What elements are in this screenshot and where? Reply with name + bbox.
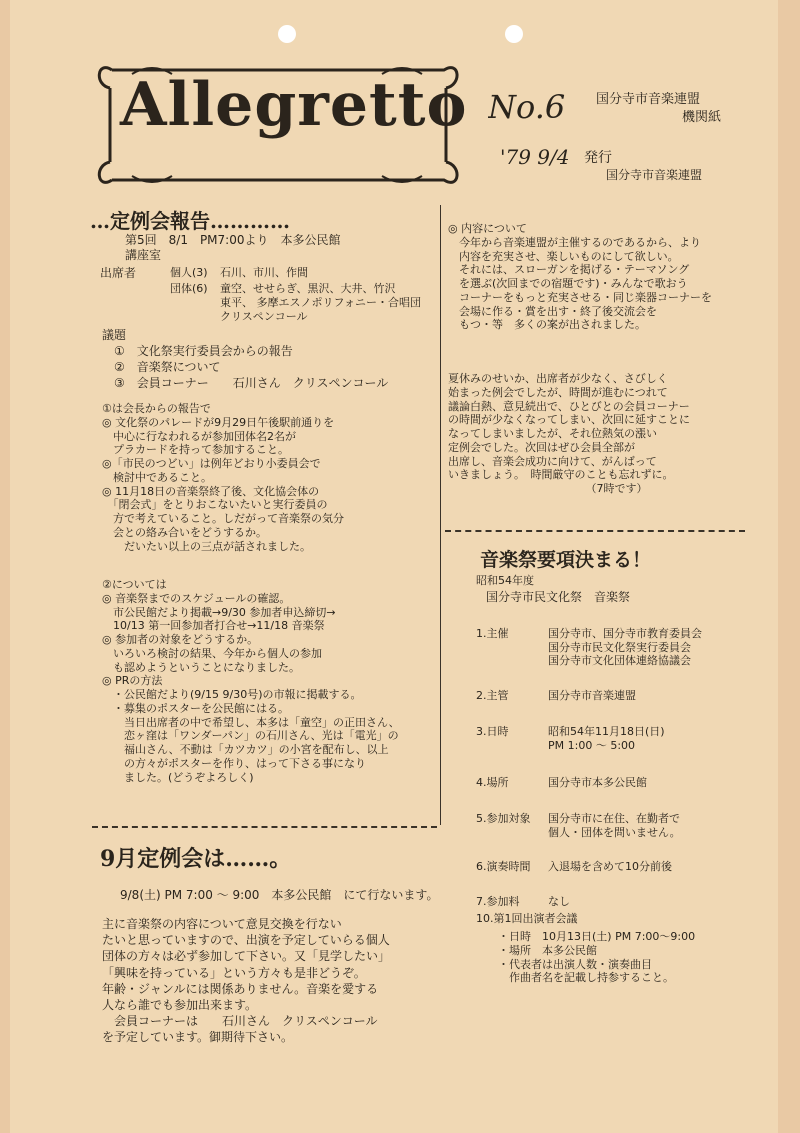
column-divider [440, 205, 441, 825]
september-heading: 9月定例会は……。 [100, 846, 292, 872]
agenda-item: ① 文化祭実行委員会からの報告 [114, 344, 293, 358]
agenda-label: 議題 [102, 328, 127, 342]
festival-row: 1.主催 国分寺市、国分寺市教育委員会 国分寺市民文化祭実行委員会 国分寺市文化団体連絡協議会 [476, 626, 702, 668]
binder-hole-right [505, 25, 523, 43]
performer-meeting: ・日時 10月13日(土) PM 7:00〜9:00 ・場所 本多公民館 ・代表者は出演人数・演奏曲目 作曲者名を記載し持参すること。 [498, 930, 696, 985]
meeting-note: 夏休みのせいか、出席者が少なく、さびしく 始まった例会でしたが、時間が進むにつれて 議論白熱、意見続出で、ひとびとの会員コーナー の時間が少なくなってしまい、次回に延すことに なってしまいましたが、それ位熱気の漲い 定例会でした。次回はぜひ会員全部が 出席し、音楽会成功に向けて、がんばって いきましょう。 時間厳守のことも忘れずに。 （7時です） [448, 372, 690, 495]
section-separator [92, 826, 437, 830]
agenda-item: ② 音楽祭について [114, 360, 221, 374]
attendee-names: 石川、市川、作間 [220, 266, 308, 279]
festival-rows [476, 612, 751, 907]
september-when: 9/8(土) PM 7:00 〜 9:00 本多公民館 にて行ないます。 [120, 888, 439, 902]
binder-hole-left [278, 25, 296, 43]
content-discussion: ◎ 内容について 今年から音楽連盟が主催するのであるから、より 内容を充実させ、楽しいものにして欲しい。 それには、スローガンを掲げる・テーマソング を選ぶ(次回までの宿題です)・みんなで歌おう コーナーをもっと充実させる・同じ楽器コーナーを 会場に作る・賞を出す・終了後交流会を もつ・等 多くの案が出されました。 [448, 222, 712, 332]
festival-row: 2.主管 国分寺市音楽連盟 [476, 688, 636, 702]
festival-row: 4.場所 国分寺市本多公民館 [476, 775, 647, 789]
festival-row: 5.参加対象 国分寺市に在住、在勤者で 個人・団体を問いません。 [476, 812, 681, 839]
attendee-kind: 個人(3) [170, 266, 208, 279]
issued-by: 国分寺市音楽連盟 [606, 168, 703, 182]
september-body: 主に音楽祭の内容について意見交換を行ない たいと思っていますので、出演を予定していらる個人 団体の方々は必ず参加して下さい。又「見学したい」 「興味を持っている」という方々も是非どうぞ。 年齢・ジャンルには関係ありません。音楽を愛する 人なら誰でも参加出来ます。 会員コーナーは 石川さん クリスペンコール を予定しています。御期待下さい。 [102, 917, 391, 1045]
logo-text: Allegretto [120, 70, 468, 140]
organ-label: 機関紙 [682, 110, 722, 125]
attendees-label: 出席者 [100, 266, 137, 280]
festival-year: 昭和54年度 [476, 574, 534, 587]
attendee-kind: 団体(6) [170, 282, 208, 295]
festival-row: 6.演奏時間 入退場を含めて10分前後 [476, 860, 672, 874]
attendee-names: 童空、せせらぎ、黒沢、大井、竹沢 東平、 多摩エスノポリフォニー・合唱団 クリスペンコール [220, 282, 421, 323]
festival-row: 7.参加料 なし [476, 894, 570, 907]
section-separator [445, 530, 745, 534]
issue-number: No.6 [488, 88, 566, 126]
festival-title: 国分寺市民文化祭 音楽祭 [486, 590, 631, 604]
festival-heading: 音楽祭要項決まる！ [480, 549, 652, 571]
publisher-name: 国分寺市音楽連盟 [596, 92, 701, 107]
report-item-2: ②については ◎ 音楽祭までのスケジュールの確認。 市公民館だより掲載→9/30 参加者申込締切→ 10/13 第一回参加者打合せ→11/18 音楽祭 ◎ 参加者の対象をどうするか。 いろいろ検討の結果、今年から個人の参加 も認めようということになりました。 ◎ PRの方法 ・公民館だより(9/15 9/30号)の市報に掲載する。 ・募集のポスターを公民館にはる。 当日出席者の中で希望し、本多は「童空」の正田さん、 恋ヶ窪は「ワンダーパン」の石川さん、光は「電光」の 福山さん、不動は「カツカツ」の小宮を配布し、以上 の方々がポスターを作り、はって下さる事になり ました。(どうぞよろしく) [102, 578, 400, 784]
festival-row: 3.日時 昭和54年11月18日(日) PM 1:00 〜 5:00 [476, 725, 665, 752]
issue-date: '79 9/4 [500, 145, 570, 169]
meeting-info: 第5回 8/1 PM7:00より 本多公民館 講座室 [125, 233, 341, 262]
festival-row-label: 10.第1回出演者会議 [476, 912, 578, 925]
agenda-item: ③ 会員コーナー 石川さん クリスペンコール [114, 376, 389, 390]
issued-label: 発行 [584, 150, 612, 166]
newsletter-page [10, 0, 778, 1133]
report-item-1: ①は会長からの報告で ◎ 文化祭のパレードが9月29日午後駅前通りを 中心に行なわれるが参加団体名2名が プラカードを持って参加すること。 ◎「市民のつどい」は例年どおり小委員会で 検討中であること。 ◎ 11月18日の音楽祭終了後、文化協会体の 「閉会式」をとりおこないたいと実行委員の 方で考えていること。しだがって音楽祭の気分 会との絡み合いをどうするか。 だいたい以上の三点が話されました。 [102, 402, 344, 553]
report-heading: …定例会報告………… [90, 209, 290, 233]
